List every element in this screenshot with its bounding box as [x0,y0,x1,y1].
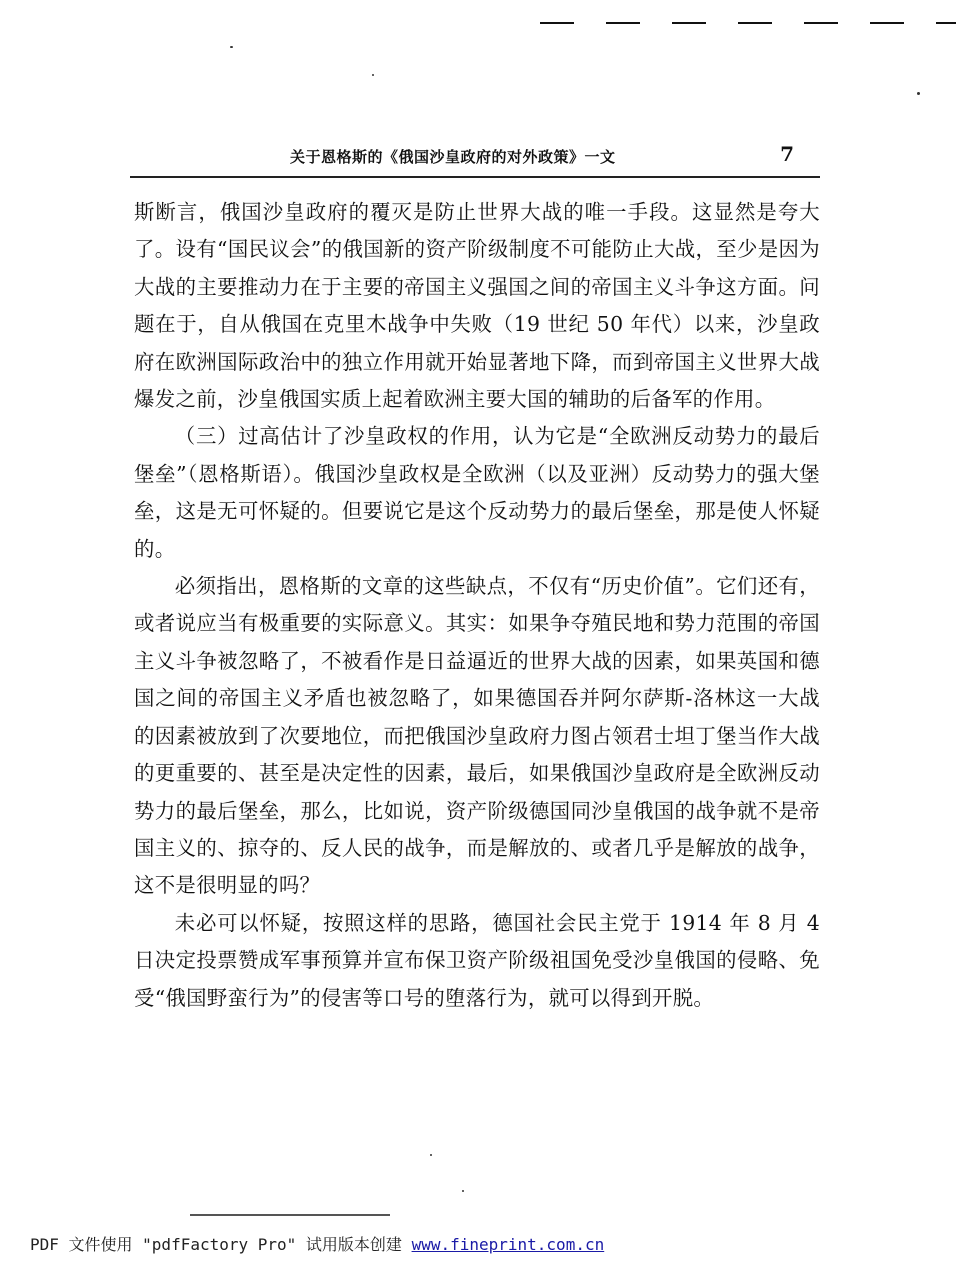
scan-speck [430,1154,432,1156]
body-text [134,194,820,1017]
top-decorative-rules [540,22,970,34]
scan-speck [917,92,920,95]
page-header [130,140,820,178]
pdf-footer [30,1232,604,1255]
paragraph: 必须指出，恩格斯的文章的这些缺点，不仅有“历史价值”。它们还有，或者说应当有极重要的实际意义。其实：如果争夺殖民地和势力范围的帝国主义斗争被忽略了，不被看作是日益逼近的世界大战的因素，如果英国和德国之间的帝国主义矛盾也被忽略了，如果德国吞并阿尔萨斯-洛林这一大战的因素被放到了次要地位，而把俄国沙皇政府力图占领君士坦丁堡当作大战的更重要的、甚至是决定性的因素，最后，如果俄国沙皇政府是全欧洲反动势力的最后堡垒，那么，比如说，资产阶级德国同沙皇俄国的战争就不是帝国主义的、掠夺的、反人民的战争，而是解放的、或者几乎是解放的战争，这不是很明显的吗？ [134,574,820,898]
paragraph: （三）过高估计了沙皇政权的作用，认为它是“全欧洲反动势力的最后堡垒”（恩格斯语）。俄国沙皇政权是全欧洲（以及亚洲）反动势力的强大堡垒，这是无可怀疑的。但要说它是这个反动势力的最后堡垒，那是使人怀疑的。 [134,424,820,561]
paragraph: 未必可以怀疑，按照这样的思路，德国社会民主党于 1914 年 8 月 4 日决定投票赞成军事预算并宣布保卫资产阶级祖国免受沙皇俄国的侵略、免受“俄国野蛮行为”的侵害等口号的堕落行为，就可以得到开脱。 [134,910,820,1010]
paragraph: 斯断言，俄国沙皇政府的覆灭是防止世界大战的唯一手段。这显然是夸大了。设有“国民议会”的俄国新的资产阶级制度不可能防止大战，至少是因为大战的主要推动力在于主要的帝国主义强国之间的帝国主义斗争这方面。问题在于，自从俄国在克里木战争中失败（19 世纪 50 年代）以来，沙皇政府在欧洲国际政治中的独立作用就开始显著地下降，而到帝国主义世界大战爆发之前，沙皇俄国实质上起着欧洲主要大国的辅助的后备军的作用。 [134,200,820,412]
scan-speck [230,46,233,48]
page-number: 7 [780,142,794,166]
scan-speck [462,1190,464,1192]
scan-speck [372,74,374,76]
footer-link[interactable]: www.fineprint.com.cn [411,1235,605,1254]
running-title: 关于恩格斯的《俄国沙皇政府的对外政策》一文 [290,148,616,166]
bottom-rule [190,1214,390,1216]
footer-text: PDF 文件使用 "pdfFactory Pro" 试用版本创建 [30,1235,412,1254]
